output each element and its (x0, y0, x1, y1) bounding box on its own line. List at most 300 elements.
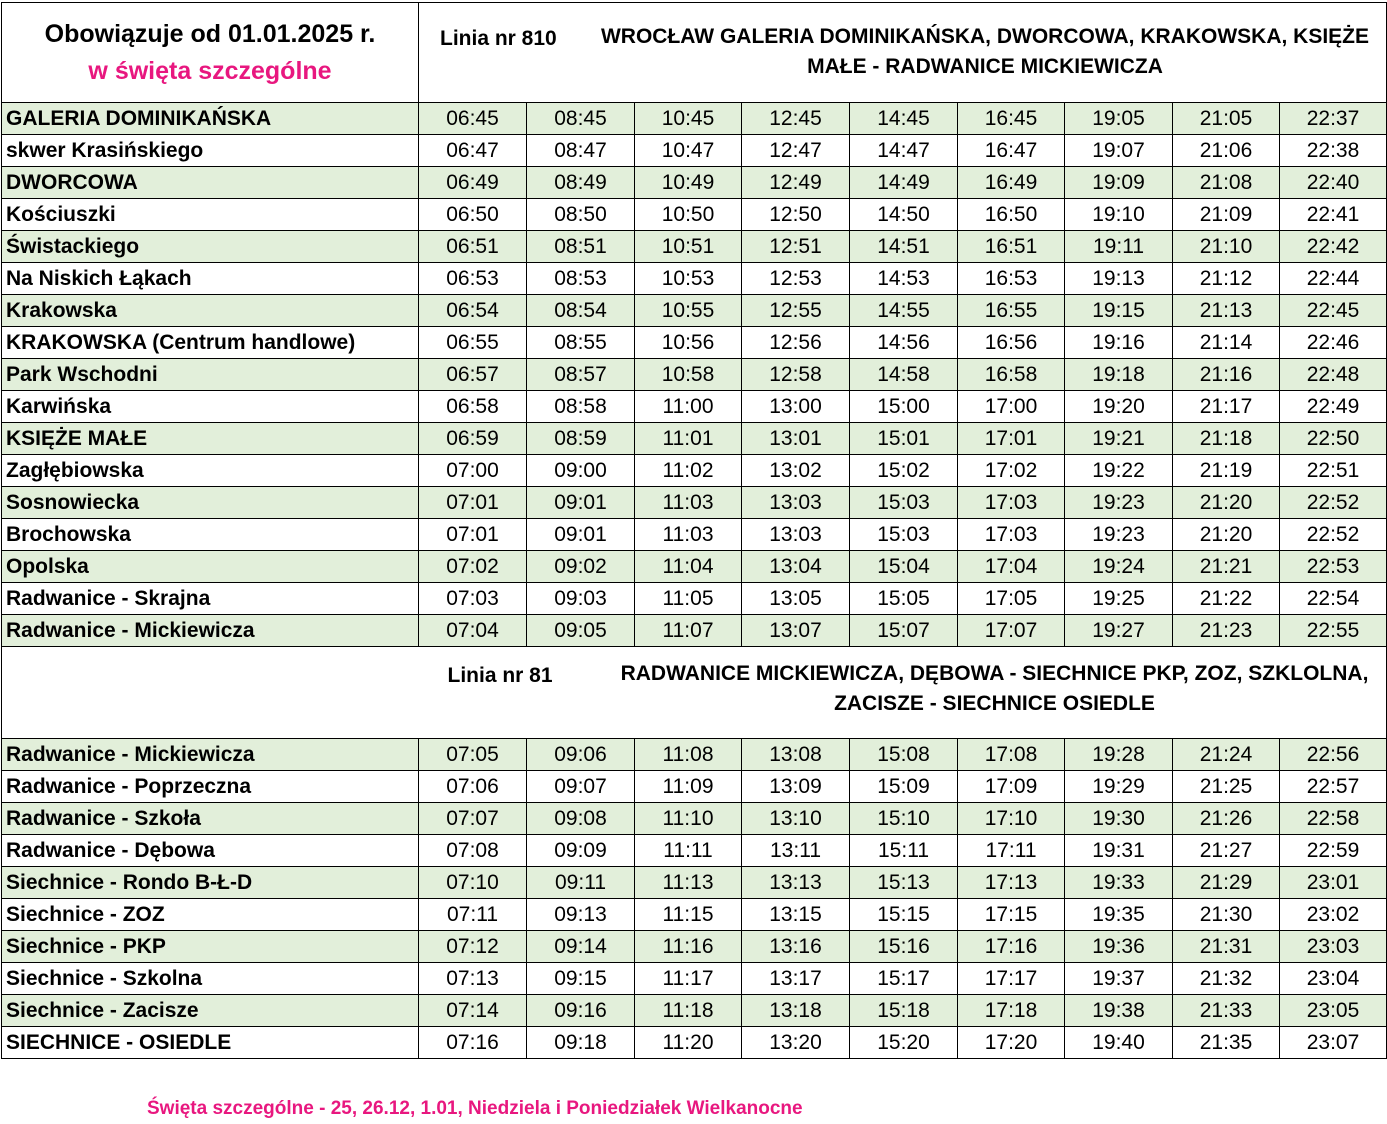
departure-time: 07:16 (419, 1027, 527, 1059)
table-row (2, 487, 1387, 519)
departure-time: 10:55 (635, 295, 742, 327)
departure-time: 21:08 (1173, 167, 1280, 199)
departure-time: 15:05 (850, 583, 958, 615)
table-row (2, 771, 1387, 803)
departure-time: 17:13 (958, 867, 1065, 899)
departure-time: 11:01 (635, 423, 742, 455)
stop-name: Brochowska (2, 519, 419, 551)
departure-time: 14:50 (850, 199, 958, 231)
departure-time: 11:11 (635, 835, 742, 867)
departure-time: 22:44 (1280, 263, 1387, 295)
stop-name: KSIĘŻE MAŁE (2, 423, 419, 455)
table-row (2, 615, 1387, 647)
departure-time: 22:37 (1280, 103, 1387, 135)
departure-time: 06:57 (419, 359, 527, 391)
departure-time: 19:37 (1065, 963, 1173, 995)
departure-time: 13:10 (742, 803, 850, 835)
departure-time: 12:58 (742, 359, 850, 391)
stop-name: Radwanice - Szkoła (2, 803, 419, 835)
table-row (2, 359, 1387, 391)
departure-time: 14:51 (850, 231, 958, 263)
departure-time: 13:08 (742, 739, 850, 771)
departure-time: 11:08 (635, 739, 742, 771)
departure-time: 15:09 (850, 771, 958, 803)
departure-time: 19:27 (1065, 615, 1173, 647)
table-row (2, 835, 1387, 867)
departure-time: 16:45 (958, 103, 1065, 135)
departure-time: 15:15 (850, 899, 958, 931)
line-810-header (419, 3, 1387, 103)
departure-time: 13:13 (742, 867, 850, 899)
departure-time: 09:09 (527, 835, 635, 867)
departure-time: 09:06 (527, 739, 635, 771)
departure-time: 19:35 (1065, 899, 1173, 931)
stop-name: Park Wschodni (2, 359, 419, 391)
departure-time: 08:53 (527, 263, 635, 295)
departure-time: 08:51 (527, 231, 635, 263)
departure-time: 15:11 (850, 835, 958, 867)
departure-time: 17:08 (958, 739, 1065, 771)
departure-time: 10:58 (635, 359, 742, 391)
departure-time: 15:07 (850, 615, 958, 647)
departure-time: 13:20 (742, 1027, 850, 1059)
table-row (2, 295, 1387, 327)
day-type-label: w święta szczególne (88, 56, 332, 85)
departure-time: 09:00 (527, 455, 635, 487)
departure-time: 22:59 (1280, 835, 1387, 867)
departure-time: 22:48 (1280, 359, 1387, 391)
departure-time: 16:49 (958, 167, 1065, 199)
departure-time: 23:04 (1280, 963, 1387, 995)
departure-time: 07:13 (419, 963, 527, 995)
departure-time: 19:23 (1065, 487, 1173, 519)
departure-time: 19:13 (1065, 263, 1173, 295)
departure-time: 07:11 (419, 899, 527, 931)
departure-time: 12:51 (742, 231, 850, 263)
departure-time: 07:04 (419, 615, 527, 647)
stop-name: Siechnice - Zacisze (2, 995, 419, 1027)
departure-time: 09:14 (527, 931, 635, 963)
departure-time: 17:02 (958, 455, 1065, 487)
table-row (2, 231, 1387, 263)
departure-time: 09:01 (527, 519, 635, 551)
stop-name: Karwińska (2, 391, 419, 423)
departure-time: 21:14 (1173, 327, 1280, 359)
departure-time: 23:05 (1280, 995, 1387, 1027)
departure-time: 12:45 (742, 103, 850, 135)
departure-time: 09:02 (527, 551, 635, 583)
departure-time: 22:42 (1280, 231, 1387, 263)
stop-name: Siechnice - PKP (2, 931, 419, 963)
departure-time: 06:55 (419, 327, 527, 359)
stop-name: Siechnice - Szkolna (2, 963, 419, 995)
departure-time: 11:04 (635, 551, 742, 583)
departure-time: 19:31 (1065, 835, 1173, 867)
departure-time: 15:03 (850, 487, 958, 519)
departure-time: 10:49 (635, 167, 742, 199)
stop-name: Krakowska (2, 295, 419, 327)
line-810-label: Linia nr 810 (440, 27, 557, 50)
departure-time: 12:53 (742, 263, 850, 295)
departure-time: 19:23 (1065, 519, 1173, 551)
table-row (2, 1027, 1387, 1059)
departure-time: 15:04 (850, 551, 958, 583)
departure-time: 13:01 (742, 423, 850, 455)
departure-time: 06:53 (419, 263, 527, 295)
stop-name: Radwanice - Poprzeczna (2, 771, 419, 803)
departure-time: 11:05 (635, 583, 742, 615)
table-row (2, 899, 1387, 931)
departure-time: 11:15 (635, 899, 742, 931)
departure-time: 17:01 (958, 423, 1065, 455)
departure-time: 21:22 (1173, 583, 1280, 615)
departure-time: 21:13 (1173, 295, 1280, 327)
table-row (2, 103, 1387, 135)
departure-time: 08:55 (527, 327, 635, 359)
departure-time: 22:38 (1280, 135, 1387, 167)
departure-time: 06:58 (419, 391, 527, 423)
departure-time: 07:14 (419, 995, 527, 1027)
departure-time: 12:50 (742, 199, 850, 231)
departure-time: 07:03 (419, 583, 527, 615)
departure-time: 15:08 (850, 739, 958, 771)
departure-time: 09:15 (527, 963, 635, 995)
stop-name: skwer Krasińskiego (2, 135, 419, 167)
departure-time: 21:24 (1173, 739, 1280, 771)
departure-time: 07:08 (419, 835, 527, 867)
departure-time: 19:24 (1065, 551, 1173, 583)
table-row (2, 263, 1387, 295)
departure-time: 22:54 (1280, 583, 1387, 615)
departure-time: 19:16 (1065, 327, 1173, 359)
departure-time: 17:17 (958, 963, 1065, 995)
departure-time: 10:50 (635, 199, 742, 231)
departure-time: 11:03 (635, 487, 742, 519)
departure-time: 19:33 (1065, 867, 1173, 899)
departure-time: 09:05 (527, 615, 635, 647)
departure-time: 07:05 (419, 739, 527, 771)
departure-time: 12:49 (742, 167, 850, 199)
table-row (2, 803, 1387, 835)
departure-time: 08:59 (527, 423, 635, 455)
departure-time: 09:08 (527, 803, 635, 835)
departure-time: 19:21 (1065, 423, 1173, 455)
line-81-label: Linia nr 81 (447, 664, 553, 687)
departure-time: 22:52 (1280, 487, 1387, 519)
stop-name: DWORCOWA (2, 167, 419, 199)
departure-time: 10:47 (635, 135, 742, 167)
stop-name: Siechnice - ZOZ (2, 899, 419, 931)
blank-cell (2, 647, 419, 739)
departure-time: 22:56 (1280, 739, 1387, 771)
table-row (2, 963, 1387, 995)
departure-time: 17:03 (958, 487, 1065, 519)
departure-time: 23:01 (1280, 867, 1387, 899)
departure-time: 21:16 (1173, 359, 1280, 391)
stop-name: SIECHNICE - OSIEDLE (2, 1027, 419, 1059)
departure-time: 21:09 (1173, 199, 1280, 231)
departure-time: 16:47 (958, 135, 1065, 167)
departure-time: 17:15 (958, 899, 1065, 931)
departure-time: 06:49 (419, 167, 527, 199)
table-row (2, 551, 1387, 583)
departure-time: 09:13 (527, 899, 635, 931)
departure-time: 11:00 (635, 391, 742, 423)
departure-time: 08:49 (527, 167, 635, 199)
departure-time: 16:50 (958, 199, 1065, 231)
departure-time: 19:22 (1065, 455, 1173, 487)
departure-time: 13:00 (742, 391, 850, 423)
table-row (2, 867, 1387, 899)
departure-time: 22:51 (1280, 455, 1387, 487)
departure-time: 15:16 (850, 931, 958, 963)
table-row (2, 423, 1387, 455)
departure-time: 19:20 (1065, 391, 1173, 423)
footnote: Święta szczególne - 25, 26.12, 1.01, Niedziela i Poniedziałek Wielkanocne (147, 1098, 803, 1119)
departure-time: 17:18 (958, 995, 1065, 1027)
departure-time: 13:05 (742, 583, 850, 615)
departure-time: 22:53 (1280, 551, 1387, 583)
departure-time: 17:03 (958, 519, 1065, 551)
stop-name: Zagłębiowska (2, 455, 419, 487)
table-row (2, 583, 1387, 615)
departure-time: 19:38 (1065, 995, 1173, 1027)
departure-time: 21:10 (1173, 231, 1280, 263)
departure-time: 08:54 (527, 295, 635, 327)
departure-time: 11:13 (635, 867, 742, 899)
header-row (2, 3, 1387, 103)
departure-time: 15:18 (850, 995, 958, 1027)
departure-time: 21:35 (1173, 1027, 1280, 1059)
departure-time: 21:29 (1173, 867, 1280, 899)
departure-time: 13:15 (742, 899, 850, 931)
departure-time: 06:51 (419, 231, 527, 263)
departure-time: 07:01 (419, 519, 527, 551)
departure-time: 17:09 (958, 771, 1065, 803)
departure-time: 16:53 (958, 263, 1065, 295)
departure-time: 19:40 (1065, 1027, 1173, 1059)
table-row (2, 135, 1387, 167)
departure-time: 15:02 (850, 455, 958, 487)
departure-time: 21:20 (1173, 487, 1280, 519)
departure-time: 14:58 (850, 359, 958, 391)
departure-time: 21:20 (1173, 519, 1280, 551)
departure-time: 21:12 (1173, 263, 1280, 295)
departure-time: 21:33 (1173, 995, 1280, 1027)
validity-cell (2, 3, 419, 103)
departure-time: 07:12 (419, 931, 527, 963)
table-row (2, 327, 1387, 359)
departure-time: 13:07 (742, 615, 850, 647)
stop-name: Na Niskich Łąkach (2, 263, 419, 295)
departure-time: 11:16 (635, 931, 742, 963)
departure-time: 14:56 (850, 327, 958, 359)
departure-time: 19:10 (1065, 199, 1173, 231)
departure-time: 15:01 (850, 423, 958, 455)
departure-time: 14:53 (850, 263, 958, 295)
departure-time: 22:50 (1280, 423, 1387, 455)
departure-time: 13:11 (742, 835, 850, 867)
table-row (2, 199, 1387, 231)
stop-name: Opolska (2, 551, 419, 583)
departure-time: 15:17 (850, 963, 958, 995)
stop-name: GALERIA DOMINIKAŃSKA (2, 103, 419, 135)
departure-time: 13:04 (742, 551, 850, 583)
departure-time: 15:03 (850, 519, 958, 551)
table-row (2, 931, 1387, 963)
departure-time: 13:09 (742, 771, 850, 803)
departure-time: 17:20 (958, 1027, 1065, 1059)
departure-time: 08:45 (527, 103, 635, 135)
departure-time: 07:00 (419, 455, 527, 487)
stop-name: Radwanice - Skrajna (2, 583, 419, 615)
departure-time: 22:40 (1280, 167, 1387, 199)
departure-time: 22:41 (1280, 199, 1387, 231)
departure-time: 17:07 (958, 615, 1065, 647)
departure-time: 08:50 (527, 199, 635, 231)
stop-name: Kościuszki (2, 199, 419, 231)
departure-time: 07:06 (419, 771, 527, 803)
line-81-route: RADWANICE MICKIEWICZA, DĘBOWA - SIECHNICE PKP, ZOZ, SZKLOLNA, ZACISZE - SIECHNICE OSIEDLE (620, 662, 1369, 715)
departure-time: 19:36 (1065, 931, 1173, 963)
departure-time: 19:25 (1065, 583, 1173, 615)
departure-time: 14:47 (850, 135, 958, 167)
departure-time: 09:18 (527, 1027, 635, 1059)
departure-time: 11:09 (635, 771, 742, 803)
departure-time: 07:10 (419, 867, 527, 899)
departure-time: 11:17 (635, 963, 742, 995)
departure-time: 19:07 (1065, 135, 1173, 167)
departure-time: 09:03 (527, 583, 635, 615)
departure-time: 23:02 (1280, 899, 1387, 931)
departure-time: 13:17 (742, 963, 850, 995)
departure-time: 15:10 (850, 803, 958, 835)
departure-time: 21:05 (1173, 103, 1280, 135)
departure-time: 16:56 (958, 327, 1065, 359)
stop-name: Radwanice - Dębowa (2, 835, 419, 867)
departure-time: 21:32 (1173, 963, 1280, 995)
departure-time: 06:45 (419, 103, 527, 135)
departure-time: 19:15 (1065, 295, 1173, 327)
departure-time: 16:58 (958, 359, 1065, 391)
stop-name: Radwanice - Mickiewicza (2, 739, 419, 771)
departure-time: 19:11 (1065, 231, 1173, 263)
departure-time: 14:55 (850, 295, 958, 327)
departure-time: 19:09 (1065, 167, 1173, 199)
departure-time: 09:01 (527, 487, 635, 519)
departure-time: 21:23 (1173, 615, 1280, 647)
table-row (2, 519, 1387, 551)
departure-time: 19:30 (1065, 803, 1173, 835)
departure-time: 17:11 (958, 835, 1065, 867)
departure-time: 16:51 (958, 231, 1065, 263)
table-row (2, 739, 1387, 771)
departure-time: 13:02 (742, 455, 850, 487)
stop-name: Radwanice - Mickiewicza (2, 615, 419, 647)
departure-time: 17:04 (958, 551, 1065, 583)
table-row (2, 391, 1387, 423)
table-row (2, 455, 1387, 487)
departure-time: 07:02 (419, 551, 527, 583)
stop-name: KRAKOWSKA (Centrum handlowe) (2, 327, 419, 359)
departure-time: 21:19 (1173, 455, 1280, 487)
departure-time: 10:53 (635, 263, 742, 295)
departure-time: 17:16 (958, 931, 1065, 963)
departure-time: 08:57 (527, 359, 635, 391)
departure-time: 22:55 (1280, 615, 1387, 647)
departure-time: 12:47 (742, 135, 850, 167)
departure-time: 11:20 (635, 1027, 742, 1059)
departure-time: 13:16 (742, 931, 850, 963)
departure-time: 22:45 (1280, 295, 1387, 327)
departure-time: 19:29 (1065, 771, 1173, 803)
departure-time: 12:55 (742, 295, 850, 327)
departure-time: 13:18 (742, 995, 850, 1027)
departure-time: 08:58 (527, 391, 635, 423)
departure-time: 21:06 (1173, 135, 1280, 167)
departure-time: 22:49 (1280, 391, 1387, 423)
departure-time: 23:07 (1280, 1027, 1387, 1059)
departure-time: 12:56 (742, 327, 850, 359)
departure-time: 11:07 (635, 615, 742, 647)
departure-time: 17:00 (958, 391, 1065, 423)
departure-time: 17:05 (958, 583, 1065, 615)
departure-time: 14:45 (850, 103, 958, 135)
departure-time: 16:55 (958, 295, 1065, 327)
line-81-header (419, 647, 1387, 739)
departure-time: 09:16 (527, 995, 635, 1027)
departure-time: 10:45 (635, 103, 742, 135)
departure-time: 19:05 (1065, 103, 1173, 135)
departure-time: 23:03 (1280, 931, 1387, 963)
departure-time: 07:01 (419, 487, 527, 519)
departure-time: 08:47 (527, 135, 635, 167)
departure-time: 21:27 (1173, 835, 1280, 867)
departure-time: 21:25 (1173, 771, 1280, 803)
stop-name: Sosnowiecka (2, 487, 419, 519)
departure-time: 13:03 (742, 487, 850, 519)
departure-time: 15:00 (850, 391, 958, 423)
table-row (2, 167, 1387, 199)
departure-time: 13:03 (742, 519, 850, 551)
departure-time: 14:49 (850, 167, 958, 199)
departure-time: 07:07 (419, 803, 527, 835)
departure-time: 21:17 (1173, 391, 1280, 423)
departure-time: 11:02 (635, 455, 742, 487)
departure-time: 19:18 (1065, 359, 1173, 391)
departure-time: 21:18 (1173, 423, 1280, 455)
departure-time: 09:07 (527, 771, 635, 803)
departure-time: 10:51 (635, 231, 742, 263)
departure-time: 11:18 (635, 995, 742, 1027)
departure-time: 22:46 (1280, 327, 1387, 359)
line-810-route: WROCŁAW GALERIA DOMINIKAŃSKA, DWORCOWA, KRAKOWSKA, KSIĘŻE MAŁE - RADWANICE MICKIEWICZA (600, 25, 1370, 78)
departure-time: 21:30 (1173, 899, 1280, 931)
departure-time: 21:31 (1173, 931, 1280, 963)
table-row (2, 995, 1387, 1027)
timetable (1, 2, 1387, 1059)
departure-time: 15:20 (850, 1027, 958, 1059)
departure-time: 11:10 (635, 803, 742, 835)
stop-name: Siechnice - Rondo B-Ł-D (2, 867, 419, 899)
departure-time: 22:58 (1280, 803, 1387, 835)
departure-time: 06:47 (419, 135, 527, 167)
departure-time: 21:21 (1173, 551, 1280, 583)
departure-time: 06:54 (419, 295, 527, 327)
valid-from-title: Obowiązuje od 01.01.2025 r. (44, 19, 376, 48)
departure-time: 22:52 (1280, 519, 1387, 551)
departure-time: 17:10 (958, 803, 1065, 835)
